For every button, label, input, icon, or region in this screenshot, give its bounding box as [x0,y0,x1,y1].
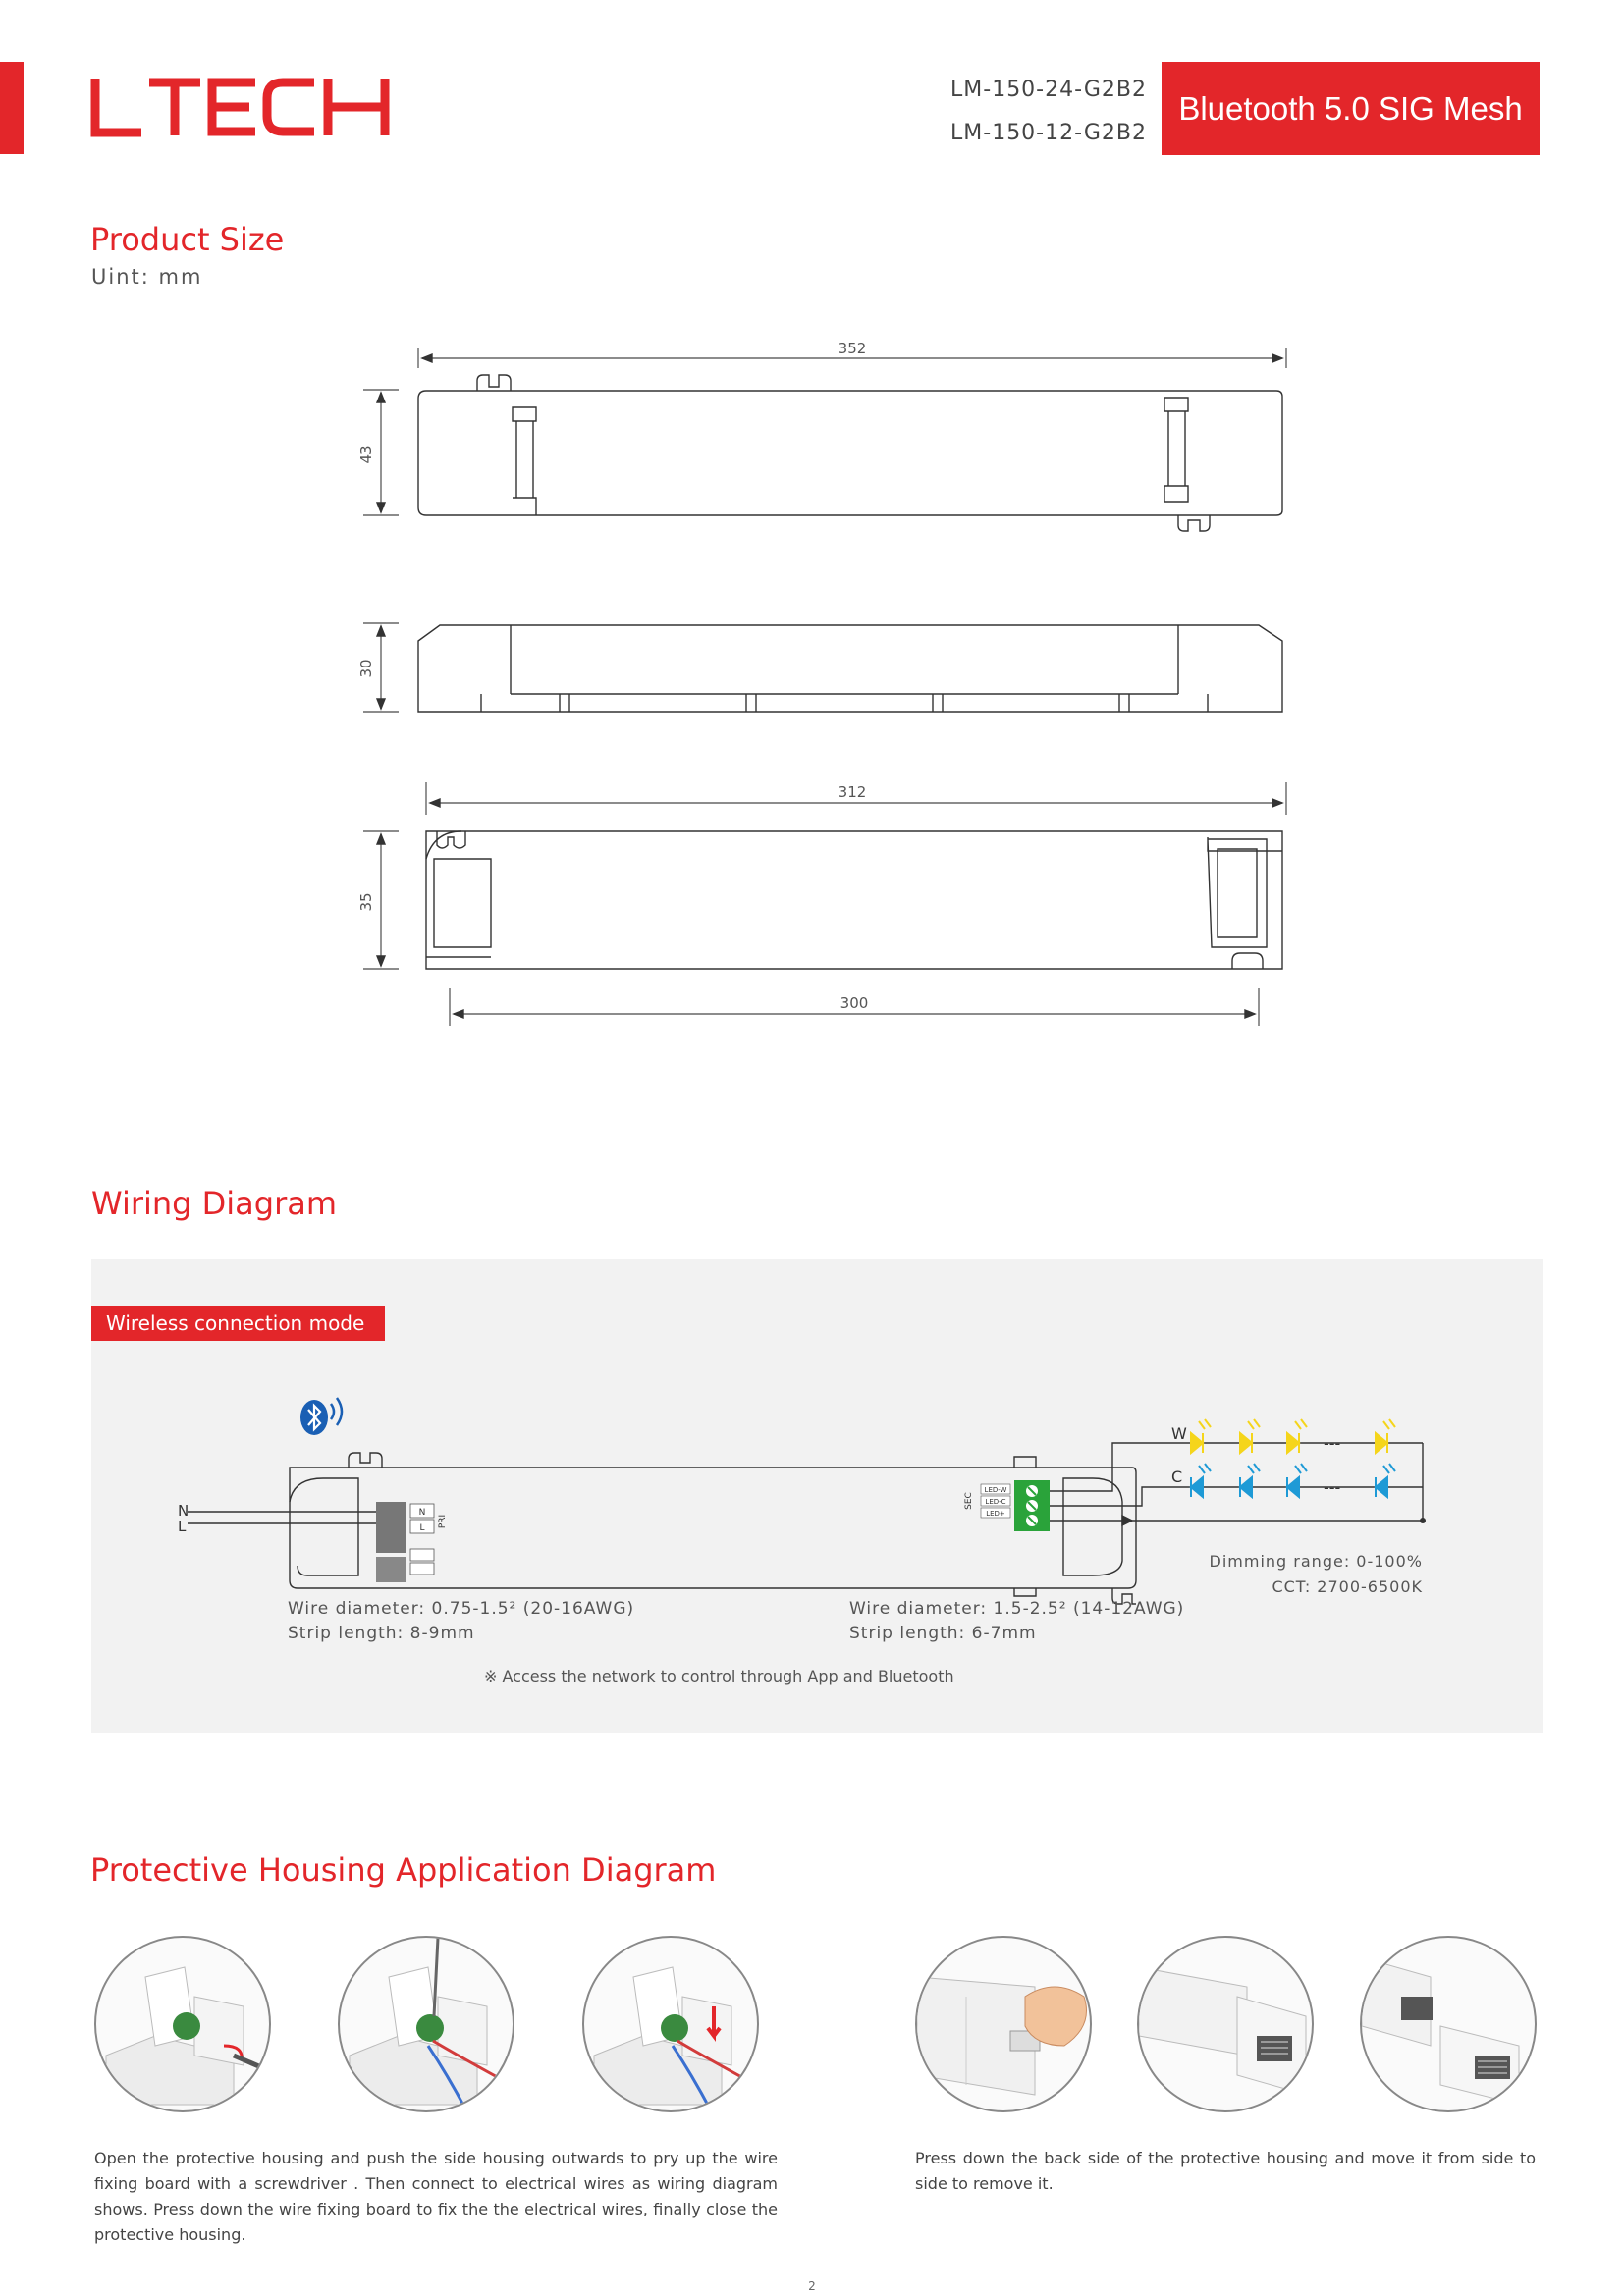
product-size-title: Product Size [90,221,285,258]
housing-title: Protective Housing Application Diagram [90,1851,717,1889]
secondary-terminal [964,1480,1050,1531]
cct-range: CCT: 2700-6500K [1272,1577,1423,1596]
primary-terminal [376,1502,448,1582]
housing-caption-install: Open the protective housing and push the side housing outwards to pry up the wire fixing board with a screwdriver . Then connect to electrical wires as wiring diagram shows. Press down the wire fixing board to fix the the electrical wires, finally close the protective housing. [94,2149,778,2244]
warm-led-1 [1191,1433,1203,1453]
cool-led-3 [1287,1477,1299,1497]
dimming-range: Dimming range: 0-100% [1209,1552,1423,1571]
dim-height-1-label: 43 [357,445,375,464]
model-numbers [950,69,1147,155]
wiring-diagram-title: Wiring Diagram [91,1185,338,1222]
cool-led-ellipsis: --- [1324,1478,1341,1497]
housing-step-5-illustration [1137,1936,1314,2112]
unit-label: Uint: mm [91,265,203,289]
terminal-ledw-label: LED-W [984,1486,1007,1494]
housing-step-4-illustration [915,1936,1092,2112]
wiring-schematic [91,1374,1543,1698]
ltech-logo [90,77,395,141]
cool-led-4 [1376,1477,1387,1497]
header-accent-bar [0,62,24,154]
terminal-ledp-label: LED+ [986,1510,1005,1518]
terminal-l-label: L [419,1523,425,1533]
primary-strip-length: Strip length: 8-9mm [288,1624,475,1643]
wire-label-c: C [1171,1468,1183,1486]
terminal-ledc-label: LED-C [985,1498,1006,1506]
warm-led-row [1191,1419,1395,1453]
housing-step-3-illustration [582,1936,759,2112]
wire-label-w: W [1171,1424,1187,1443]
dim-height-2-label: 30 [357,659,375,678]
terminal-n-label: N [418,1508,426,1518]
dim-length-label: 352 [838,340,867,357]
secondary-wire-diameter: Wire diameter: 1.5-2.5² (14-12AWG) [849,1599,1185,1619]
warm-led-2 [1240,1433,1252,1453]
dim-height-3-label: 35 [357,892,375,912]
terminal-sec-label: SEC [964,1492,974,1510]
secondary-strip-length: Strip length: 6-7mm [849,1624,1037,1643]
wire-label-l: L [178,1518,187,1535]
primary-wire-diameter: Wire diameter: 0.75-1.5² (20-16AWG) [288,1599,635,1619]
housing-step-1-illustration [94,1936,271,2112]
wire-label-n: N [178,1502,189,1520]
warm-led-ellipsis: --- [1324,1434,1341,1453]
dim-mount-1-label: 312 [838,783,867,801]
protocol-badge: Bluetooth 5.0 SIG Mesh [1162,62,1540,155]
model-number-1: LM-150-24-G2B2 [950,78,1147,102]
wireless-mode-tag: Wireless connection mode [91,1306,385,1341]
page-number: 2 [808,2279,816,2293]
cool-led-2 [1240,1477,1252,1497]
housing-caption-remove: Press down the back side of the protective housing and move it from side to side to remove it. [915,2149,1536,2193]
cool-led-row [1191,1464,1395,1497]
product-size-drawing [344,329,1326,1045]
cool-led-1 [1191,1477,1203,1497]
housing-step-6-illustration [1360,1936,1537,2112]
terminal-pri-label: PRI [438,1514,448,1529]
housing-step-2-illustration [338,1936,514,2112]
model-number-2: LM-150-12-G2B2 [950,121,1147,145]
network-access-note: ※ Access the network to control through App and Bluetooth [484,1667,954,1685]
bluetooth-icon [300,1398,342,1435]
warm-led-4 [1376,1433,1387,1453]
warm-led-3 [1287,1433,1299,1453]
dim-mount-2-label: 300 [839,994,869,1012]
